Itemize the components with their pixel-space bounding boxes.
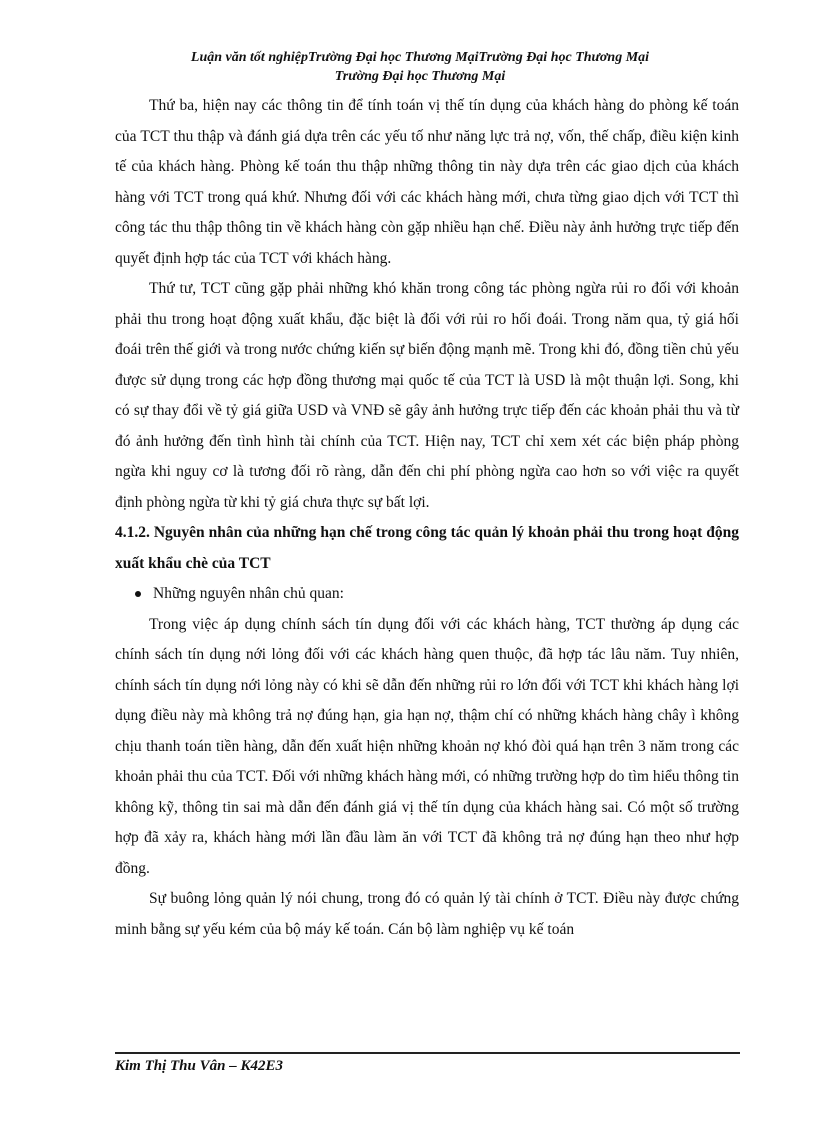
bullet-item — [115, 579, 739, 610]
footer-author: Kim Thị Thu Vân – K42E3 — [115, 1058, 283, 1074]
header-line-2: Trường Đại học Thương Mại — [334, 69, 506, 84]
footer-divider — [115, 1052, 740, 1054]
bullet-label: Những nguyên nhân chủ quan: — [153, 585, 344, 602]
document-body — [115, 91, 739, 945]
page-header — [100, 48, 740, 86]
paragraph-third-point: Thứ ba, hiện nay các thông tin để tính toán vị thế tín dụng của khách hàng do phòng kế toán của TCT thu thập và đánh giá dựa trên các yếu tố như năng lực trả nợ, vốn, thế chấp, điều kiện kinh tế của khách hàng. Phòng kế toán thu thập những thông tin này dựa trên các giao dịch của khách hàng với TCT trong quá khứ. Nhưng đối với các khách hàng mới, chưa từng giao dịch với TCT thì công tác thu thập thông tin về khách hàng còn gặp nhiều hạn chế. Điều này ảnh hưởng trực tiếp đến quyết định hợp tác của TCT với khách hàng. — [115, 97, 739, 267]
section-heading: 4.1.2. Nguyên nhân của những hạn chế trong công tác quản lý khoản phải thu trong hoạt động xuất khẩu chè của TCT — [115, 524, 739, 572]
paragraph-management: Sự buông lỏng quản lý nói chung, trong đó có quản lý tài chính ở TCT. Điều này được chứng minh bằng sự yếu kém của bộ máy kế toán. Cán bộ làm nghiệp vụ kế toán — [115, 890, 739, 938]
bullet-dot-icon — [135, 591, 141, 597]
paragraph-fourth-point: Thứ tư, TCT cũng gặp phải những khó khăn trong công tác phòng ngừa rủi ro đối với khoản phải thu trong hoạt động xuất khẩu, đặc biệt là đối với rủi ro hối đoái. Trong năm qua, tỷ giá hối đoái trên thế giới và trong nước chứng kiến sự biến động mạnh mẽ. Trong khi đó, đồng tiền chủ yếu được sử dụng trong các hợp đồng thương mại quốc tế của TCT là USD là một thuận lợi. Song, khi có sự thay đổi về tỷ giá giữa USD và VNĐ sẽ gây ảnh hưởng trực tiếp đến các khoản phải thu và từ đó ảnh hưởng đến tình hình tài chính của TCT. Hiện nay, TCT chỉ xem xét các biện pháp phòng ngừa khi nguy cơ là tương đối rõ ràng, dẫn đến chi phí phòng ngừa cao hơn so với việc ra quyết định phòng ngừa từ khi tỷ giá chưa thực sự bất lợi. — [115, 280, 739, 511]
paragraph-credit-policy: Trong việc áp dụng chính sách tín dụng đối với các khách hàng, TCT thường áp dụng các chính sách tín dụng nới lỏng đối với các khách hàng quen thuộc, đã hợp tác lâu năm. Tuy nhiên, chính sách tín dụng nới lỏng này có khi sẽ dẫn đến những rủi ro lớn đối với TCT khi khách hàng lợi dụng điều này mà không trả nợ đúng hạn, gia hạn nợ, thậm chí có những khách hàng chây ì không chịu thanh toán tiền hàng, dẫn đến xuất hiện những khoản nợ khó đòi quá hạn trên 3 năm trong các khoản phải thu của TCT. Đối với những khách hàng mới, có những trường hợp do tìm hiểu thông tin không kỹ, thông tin sai mà dẫn đến đánh giá vị thế tín dụng của khách hàng sai. Có một số trường hợp đã xảy ra, khách hàng mới lần đầu làm ăn với TCT đã không trả nợ đúng hạn theo như hợp đồng. — [115, 615, 739, 877]
header-line-1: Luận văn tốt nghiệpTrường Đại học Thương MạiTrường Đại học Thương Mại — [190, 50, 650, 65]
